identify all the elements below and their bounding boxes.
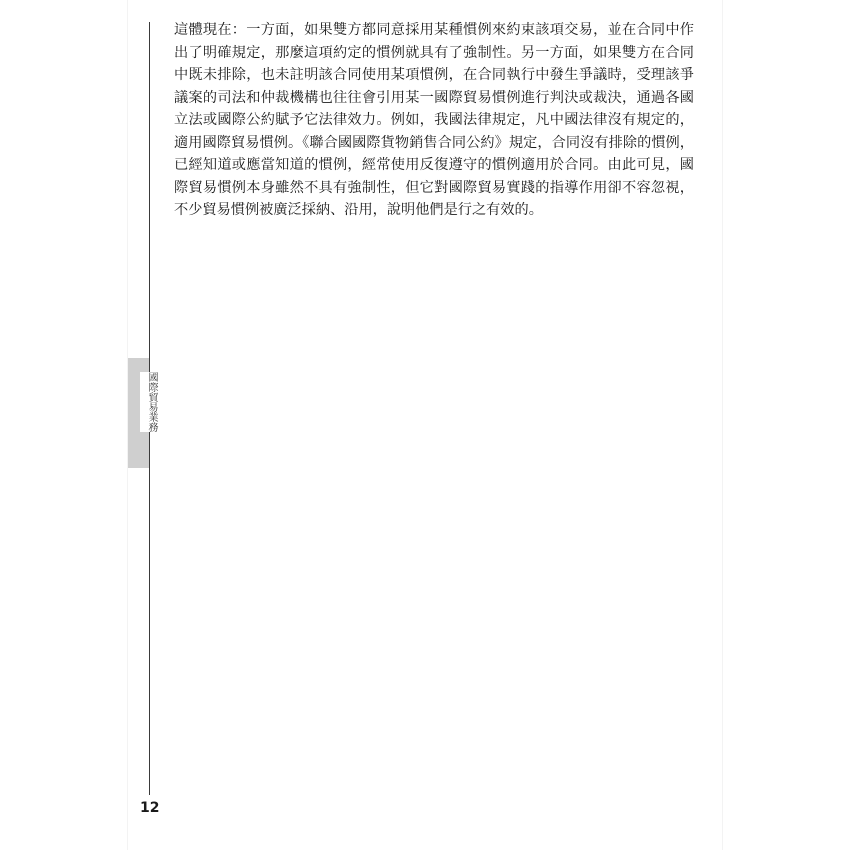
body-paragraph: 這體現在：一方面，如果雙方都同意採用某種慣例來約束該項交易，並在合同中作出了明確規定，那麼這項約定的慣例就具有了強制性。另一方面，如果雙方在合同中既未排除，也未註明該合同使用某項慣例，在合同執行中發生爭議時，受理該爭議案的司法和仲裁機構也往往會引用某一國際貿易慣例進行判決或裁決，通過各國立法或國際公約賦予它法律效力。例如，我國法律規定，凡中國法律沒有規定的，適用國際貿易慣例。《聯合國國際貨物銷售合同公約》規定，合同沒有排除的慣例，已經知道或應當知道的慣例，經常使用反復遵守的慣例適用於合同。由此可見，國際貿易慣例本身雖然不具有強制性，但它對國際貿易實踐的指導作用卻不容忽視，不少貿易慣例被廣泛採納、沿用，說明他們是行之有效的。 (174, 22, 694, 218)
running-side-title: 國際貿易業務 (140, 372, 158, 432)
page-number: 12 (140, 800, 160, 816)
